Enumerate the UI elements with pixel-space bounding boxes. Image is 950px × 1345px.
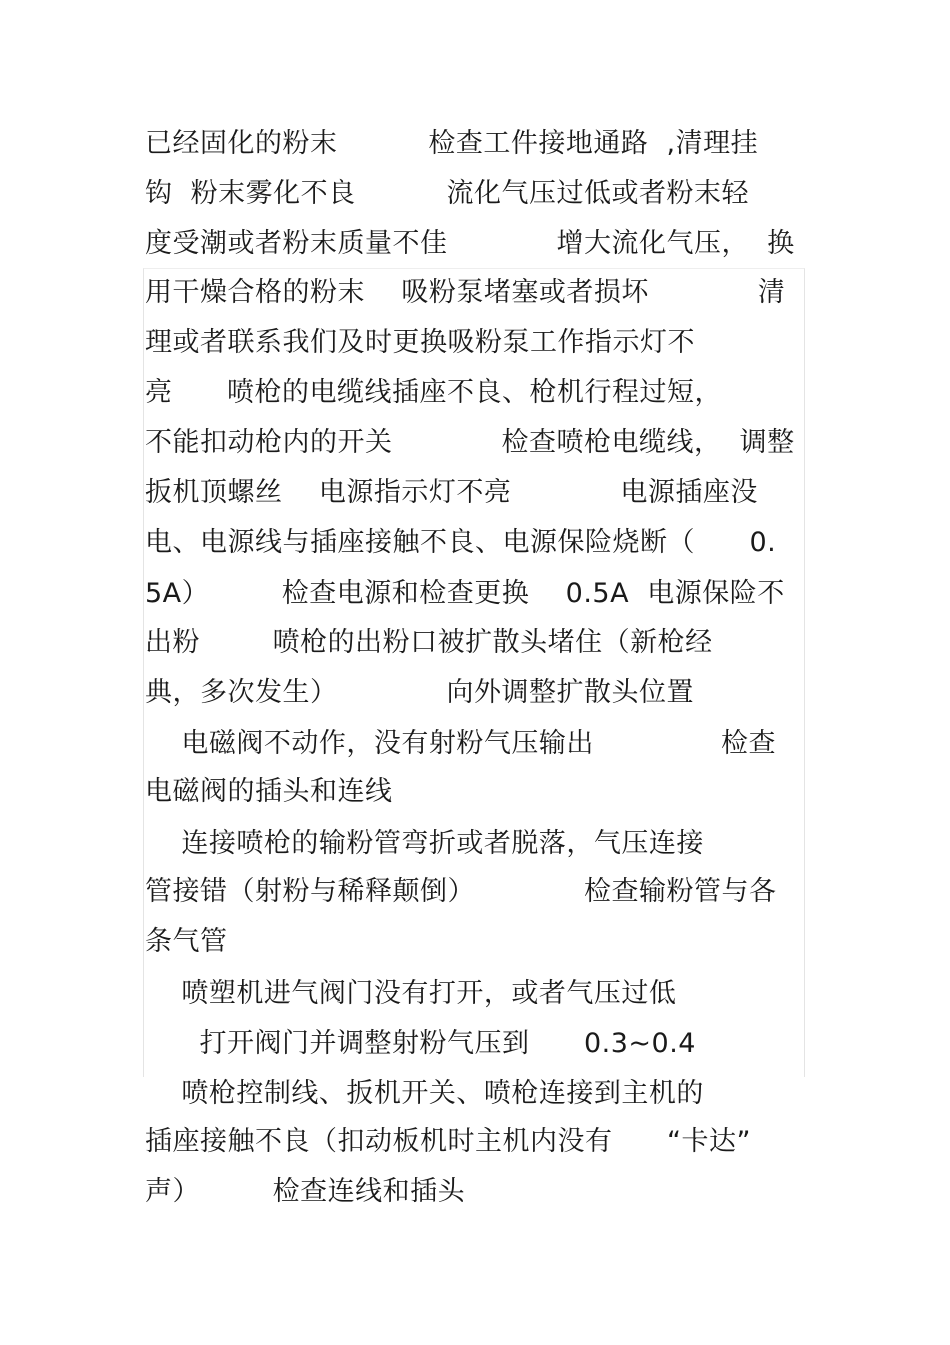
text-line: 钩 粉末雾化不良 流化气压过低或者粉末轻 [145, 178, 749, 209]
text-line: 打开阀门并调整射粉气压到 0.3~0.4 [145, 1028, 696, 1059]
text-line: 理或者联系我们及时更换吸粉泵工作指示灯不 [145, 327, 695, 358]
text-line: 电磁阀不动作，没有射粉气压输出 检查 [145, 728, 776, 759]
text-line: 度受潮或者粉末质量不佳 增大流化气压， 换 [145, 228, 795, 259]
text-line: 电、电源线与插座接触不良、电源保险烧断（ 0. [145, 527, 777, 558]
text-line: 管接错（射粉与稀释颠倒） 检查输粉管与各 [145, 876, 777, 907]
text-line: 用干燥合格的粉末 吸粉泵堵塞或者损坏 清 [145, 277, 786, 308]
text-line: 已经固化的粉末 检查工件接地通路 ,清理挂 [145, 128, 759, 159]
text-line: 插座接触不良（扣动板机时主机内没有 “卡达” [145, 1126, 751, 1157]
text-line: 不能扣动枪内的开关 检查喷枪电缆线， 调整 [145, 427, 795, 458]
text-line: 条气管 [145, 926, 228, 957]
text-line: 5A） 检查电源和检查更换 0.5A 电源保险不 [145, 578, 785, 609]
text-line: 典，多次发生） 向外调整扩散头位置 [145, 677, 694, 708]
text-line: 连接喷枪的输粉管弯折或者脱落，气压连接 [145, 828, 704, 859]
text-line: 喷塑机进气阀门没有打开，或者气压过低 [145, 978, 677, 1009]
text-line: 亮 喷枪的电缆线插座不良、枪机行程过短， [145, 377, 722, 408]
text-line: 电磁阀的插头和连线 [145, 776, 393, 807]
text-line: 声） 检查连线和插头 [145, 1176, 466, 1207]
text-line: 喷枪控制线、扳机开关、喷枪连接到主机的 [145, 1078, 704, 1109]
text-line: 扳机顶螺丝 电源指示灯不亮 电源插座没 [145, 477, 758, 508]
text-line: 出粉 喷枪的出粉口被扩散头堵住（新枪经 [145, 627, 713, 658]
